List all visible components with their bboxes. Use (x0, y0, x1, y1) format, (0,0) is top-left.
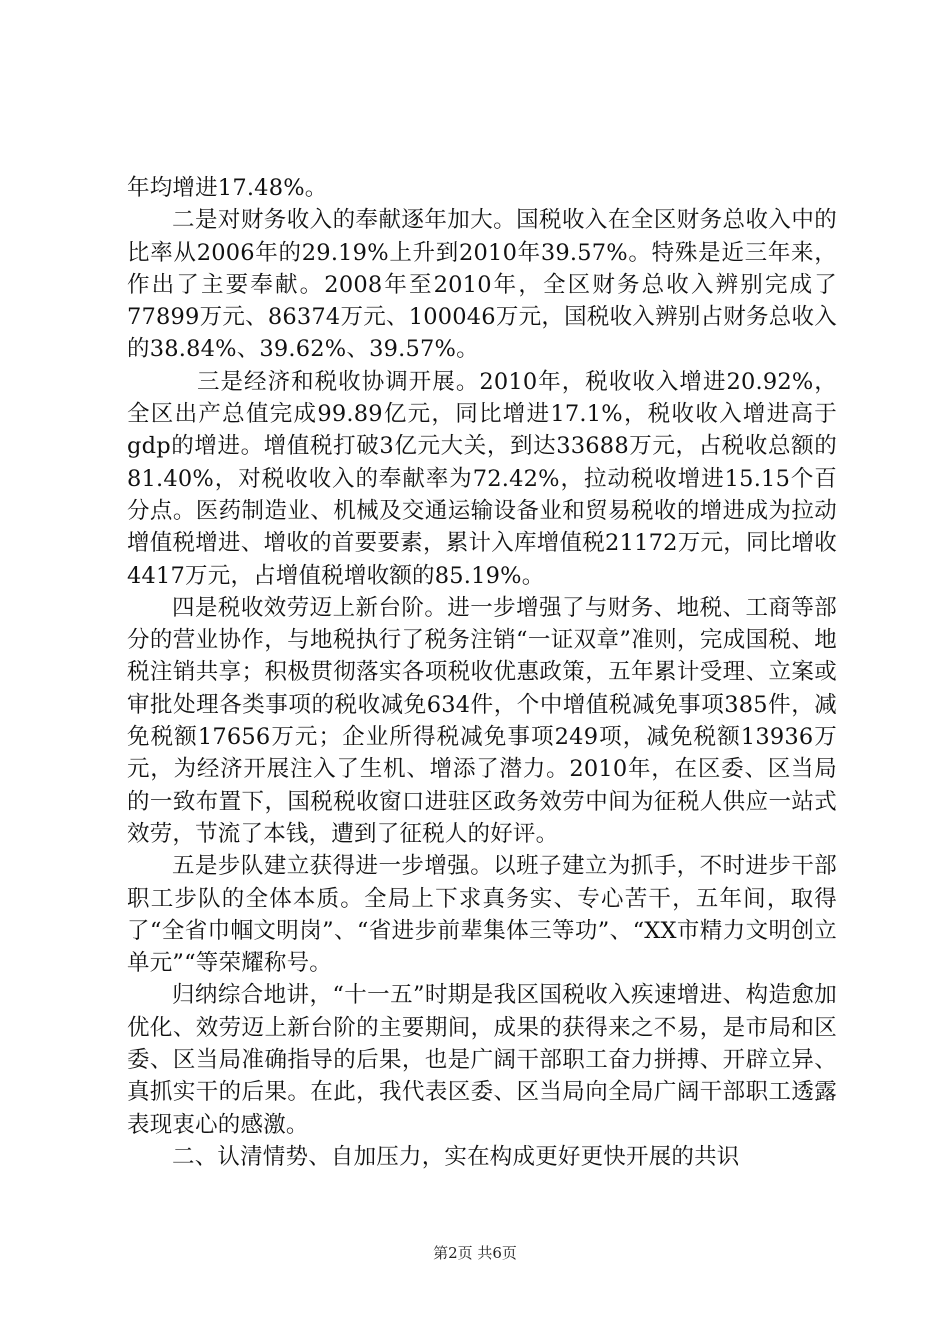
paragraph-tax-service: 四是税收效劳迈上新台阶。进一步增强了与财务、地税、工商等部分的营业协作，与地税执行了税务注销“一证双章”准则，完成国税、地税注销共享；积极贯彻落实各项税收优惠政策，五年累计受理、立案或审批处理各类事项的税收减免634件，个中增值税减免事项385件，减免税额17656万元；企业所得税减免事项249项，减免税额13936万元，为经济开展注入了生机、增添了潜力。2010年，在区委、区当局的一致布置下，国税税收窗口进驻区政务效劳中间为征税人供应一站式效劳，节流了本钱，遭到了征税人的好评。 (127, 594, 837, 847)
paragraph-economic-coordination: 三是经济和税收协调开展。2010年，税收收入增进20.92%，全区出产总值完成99.89亿元，同比增进17.1%，税收收入增进高于gdp的增进。增值税打破3亿元大关，到达33688万元，占税收总额的81.40%，对税收收入的奉献率为72.42%，拉动税收增进15.15个百分点。医药制造业、机械及交通运输设备业和贸易税收的增进成为拉动增值税增进、增收的首要要素，累计入库增值税21172万元，同比增收4417万元，占增值税增收额的85.19%。 (127, 368, 837, 589)
paragraph-fiscal-contribution: 二是对财务收入的奉献逐年加大。国税收入在全区财务总收入中的比率从2006年的29.19%上升到2010年39.57%。特殊是近三年来，作出了主要奉献。2008年至2010年，全区财务总收入辨别完成了77899万元、86374万元、100046万元，国税收入辨别占财务总收入的38.84%、39.62%、39.57%。 (127, 207, 837, 363)
document-body (127, 172, 837, 1173)
section-heading: 二、认清情势、自加压力，实在构成更好更快开展的共识 (172, 1143, 740, 1170)
paragraph-continuation: 年均增进17.48%。 (127, 175, 328, 201)
page-number-footer: 第2页 共6页 (433, 1244, 517, 1262)
paragraph-team-building: 五是步队建立获得进一步增强。以班子建立为抓手，不时进步干部职工步队的全体本质。全局上下求真务实、专心苦干，五年间，取得了“全省巾帼文明岗”、“省进步前辈集体三等功”、“XX市精力文明创立单元”“等荣耀称号。 (127, 853, 837, 977)
paragraph-summary: 归纳综合地讲，“十一五”时期是我区国税收入疾速增进、构造愈加优化、效劳迈上新台阶的主要期间，成果的获得来之不易，是市局和区委、区当局准确指导的后果，也是广阔干部职工奋力拼搏、开辟立异、真抓实干的后果。在此，我代表区委、区当局向全局广阔干部职工透露表现衷心的感激。 (127, 982, 837, 1138)
